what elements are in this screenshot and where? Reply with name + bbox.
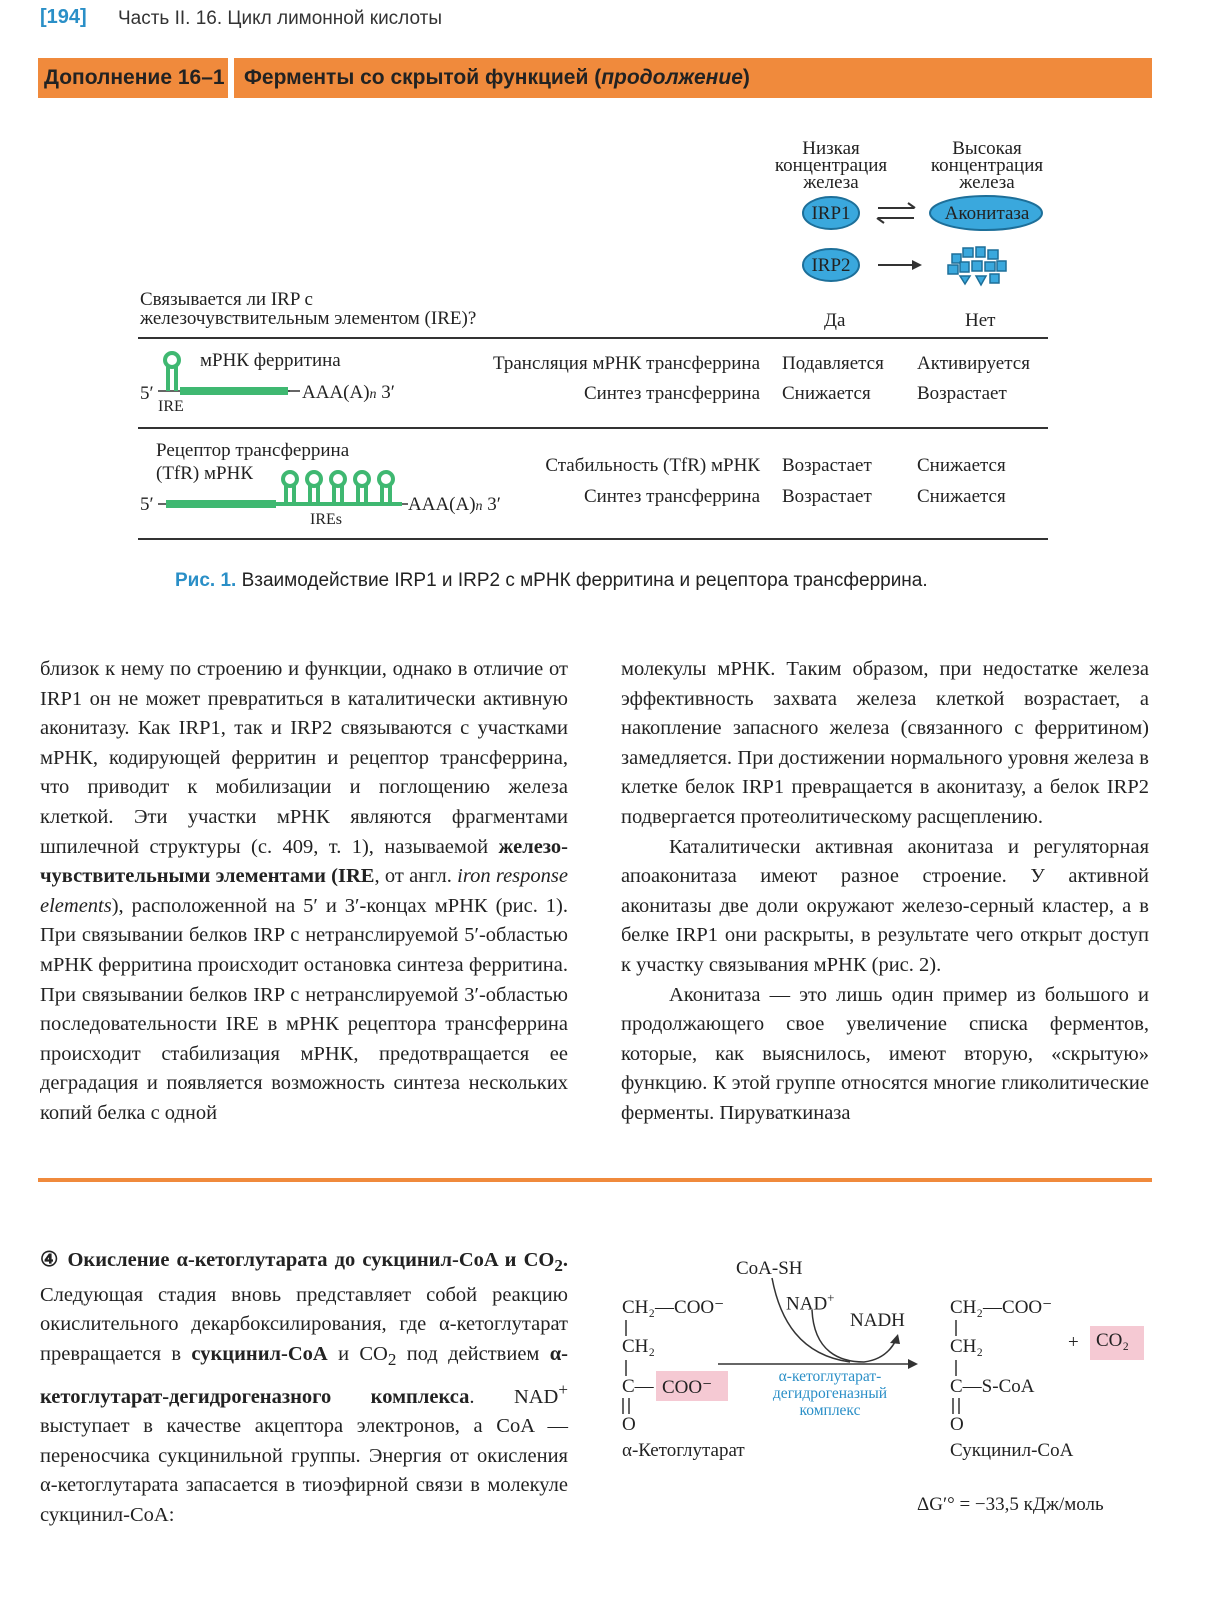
step-4-text-2-sub: 2 [387, 1349, 397, 1369]
caption-label: Рис. 1. [175, 570, 237, 591]
box-end-rule [38, 1178, 1152, 1182]
ferritin-polyA-text: AAA(A) [302, 382, 370, 403]
box-title [234, 58, 1152, 98]
row-1-label: Трансляция мРНК трансферрина [492, 353, 760, 374]
answer-no: Нет [965, 310, 996, 331]
row-3-label: Стабильность (TfR) мРНК [545, 455, 760, 476]
ferritin-polyA-n: n [369, 387, 377, 402]
right-paragraph-2: Каталитически активная аконитаза и регуляторная апоаконитаза имеют разное строение. У активной аконитазы две доли окружают железо-серный кластер, а в белке IRP1 они раскрыты, в результате чего открыт доступ к участку связывания мРНК (рис. 2). [621, 835, 1149, 976]
product-cscoa: C—S-CoA [950, 1376, 1035, 1397]
ferritin-3prime: 3′ [381, 382, 395, 403]
nad-text: NAD [786, 1293, 828, 1315]
left-paragraph [40, 655, 568, 1129]
ferritin-mrna-label: мРНК ферритина [200, 350, 341, 371]
tfr-coding-region [166, 500, 276, 508]
right-paragraph-3: Аконитаза — это лишь один пример из большого и продолжающего свое увеличение списка ферментов, которые, как выяснилось, имеют вторую, «скрытую» функцию. К этой группе относятся многие гликолитические ферменты. Пируваткиназа [621, 983, 1149, 1124]
box-title-end: ) [742, 66, 750, 89]
row-1-no: Активируется [917, 353, 1030, 374]
step-4-text [40, 1246, 568, 1530]
degradation-arrow-icon [878, 260, 922, 270]
tfr-3prime: 3′ [487, 494, 501, 515]
degraded-fragments-icon [948, 247, 1006, 285]
substrate-ch2: CH₂ [622, 1336, 656, 1357]
delta-g: ΔG′° = −33,5 кДж/моль [917, 1494, 1104, 1515]
left-term-italic: iron response elements [40, 865, 568, 917]
product-bonds [953, 1320, 959, 1414]
product-ch2coo: CH₂—COO⁻ [950, 1297, 1053, 1318]
aconitase-label: Аконитаза [944, 203, 1030, 224]
row-3-yes: Возрастает [782, 455, 872, 476]
step-4-term-2: α-кетоглутарат-дегидрогеназного комплекса [40, 1342, 568, 1408]
table-rule-top [138, 337, 1048, 339]
step-4-text-4: . NAD [469, 1385, 559, 1408]
right-paragraph-1: молекулы мРНК. Таким образом, при недостатке железа эффективность захвата железа клеткой возрастает, а накопление запасного железа (связанного с ферритином) замедляется. При достижении нормального уровня железа в клетке белок IRP1 превращается в аконитазу, а белок IRP2 подвергается протеолитическому расщеплению. [621, 658, 1149, 828]
ires-hairpins-icon [283, 472, 393, 504]
right-column [621, 655, 1149, 1129]
substrate-ch2coo: CH₂—COO⁻ [622, 1297, 725, 1318]
step-4-text-3: под действием [396, 1342, 550, 1365]
table-rule-bottom [138, 538, 1048, 540]
left-text-3: ), расположенной на 5′ и 3′-концах мРНК (рис. 1). При связывании белков IRP с нетранслируемой 5′-областью мРНК ферритина происходит остановка синтеза ферритина. При связывании белков IRP с нетранслируемой 3′-областью последовательности IRE в мРНК рецептора трансферрина происходит стабилизация мРНК, предотвращается ее деградация и появляется возможность синтеза нескольких копий белка с одной [40, 894, 568, 1124]
ferritin-polyA [302, 382, 395, 404]
tfr-label-line-1: Рецептор трансферрина [156, 440, 350, 461]
page-number: [194] [40, 6, 87, 28]
question-line-2: железочувствительным элементом (IRE)? [140, 308, 477, 329]
tfr-polyA-n: n [475, 499, 483, 514]
low-iron-heading: Низкая концентрация железа [774, 138, 888, 193]
ferritin-5prime: 5′ [140, 383, 154, 404]
tfr-5prime: 5′ [140, 494, 154, 515]
figure-caption [175, 570, 928, 592]
co2-label: CO₂ [1096, 1330, 1130, 1351]
left-text-1: близок к нему по строению и функции, однако в отличие от IRP1 он не может превратиться в каталитически активную аконитазу. Как IRP1, так и IRP2 связываются с участками мРНК, кодирующей ферритин и рецептор трансферрина, что приводит к мобилизации и поглощению железа клеткой. Эти участки мРНК являются фрагментами шпилечной структуры (с. 409, т. 1), называемой [40, 658, 568, 858]
product-name: Сукцинил-CoA [950, 1440, 1074, 1461]
box-title-italic: продолжение [601, 66, 743, 89]
irp1-label: IRP1 [811, 203, 851, 224]
plus-sign: + [1068, 1332, 1079, 1353]
row-2-label: Синтез трансферрина [583, 383, 760, 404]
product-ch2: CH₂ [950, 1336, 984, 1357]
row-4-no: Снижается [917, 486, 1006, 507]
equilibrium-arrows-icon [877, 203, 915, 223]
tfr-polyA-text: AAA(A) [408, 494, 476, 515]
step-4-term-1: сукцинил-CoA [191, 1342, 328, 1365]
ferritin-coding-region [180, 387, 288, 395]
left-column [40, 655, 568, 1129]
substrate-coo: COO⁻ [662, 1377, 713, 1398]
row-3-no: Снижается [917, 455, 1006, 476]
answer-yes: Да [824, 310, 846, 331]
nadh-arrow-head-icon [890, 1334, 900, 1344]
product-o: O [950, 1414, 964, 1435]
left-text-2: , от англ. [374, 865, 458, 888]
tfr-label-line-2: (TfR) мРНК [156, 463, 253, 484]
coash-label: CoA-SH [736, 1258, 803, 1279]
step-4-heading-sub: 2 [554, 1256, 563, 1276]
substrate-c: C— [622, 1376, 654, 1397]
ire-label: IRE [158, 398, 184, 415]
step-4-text-5: выступает в качестве акцептора электронов, а CoA — переносчика сукцинильной группы. Энергия от окисления α-кетоглутарата запасается в тиоэфирной связи в молекуле сукцинил-CoA: [40, 1414, 568, 1526]
step-4-heading: ④ Окисление α-кетоглутарата до сукцинил-CoA и CO [40, 1249, 555, 1271]
question [140, 290, 476, 328]
substrate-o: O [622, 1414, 636, 1435]
left-term-bold: железо-чувствительными элементами (IRE [40, 835, 568, 888]
caption-text: Взаимодействие IRP1 и IRP2 с мРНК ферритина и рецептора трансферрина. [236, 570, 928, 591]
irp2-label: IRP2 [811, 255, 851, 276]
substrate-name: α-Кетоглутарат [622, 1440, 745, 1461]
table-rule-middle [138, 427, 1048, 429]
nadh-label: NADH [850, 1310, 905, 1331]
row-2-no: Возрастает [917, 383, 1007, 404]
tfr-mrna-diagram [140, 468, 420, 518]
step-4-text-4-sup: + [558, 1379, 568, 1399]
high-iron-heading: Высокая концентрация железа [930, 138, 1044, 193]
step-4-heading-end: . [562, 1249, 568, 1271]
ire-hairpin-icon [165, 353, 179, 391]
step-4-text-1: Следующая стадия вновь представляет собой реакцию окислительного декарбоксилирования, где α-кетоглутарат превращается в [40, 1283, 568, 1365]
question-line-1: Связывается ли IRP с [140, 289, 313, 310]
row-4-label: Синтез трансферрина [583, 486, 760, 507]
substrate-bonds [623, 1320, 629, 1414]
running-head: Часть II. 16. Цикл лимонной кислоты [118, 8, 442, 29]
row-4-yes: Возрастает [782, 486, 872, 507]
ires-label: IREs [310, 511, 342, 528]
row-2-yes: Снижается [782, 383, 871, 404]
nad-label: NAD+ [786, 1290, 835, 1315]
enzyme-label: α-кетоглутарат-дегидрогеназный комплекс [772, 1368, 888, 1419]
row-1-yes: Подавляется [782, 353, 884, 374]
box-label: Дополнение 16–1 [38, 58, 228, 98]
step-4-text-2: и CO [327, 1342, 388, 1365]
box-title-text: Ферменты со скрытой функцией ( [244, 66, 602, 89]
